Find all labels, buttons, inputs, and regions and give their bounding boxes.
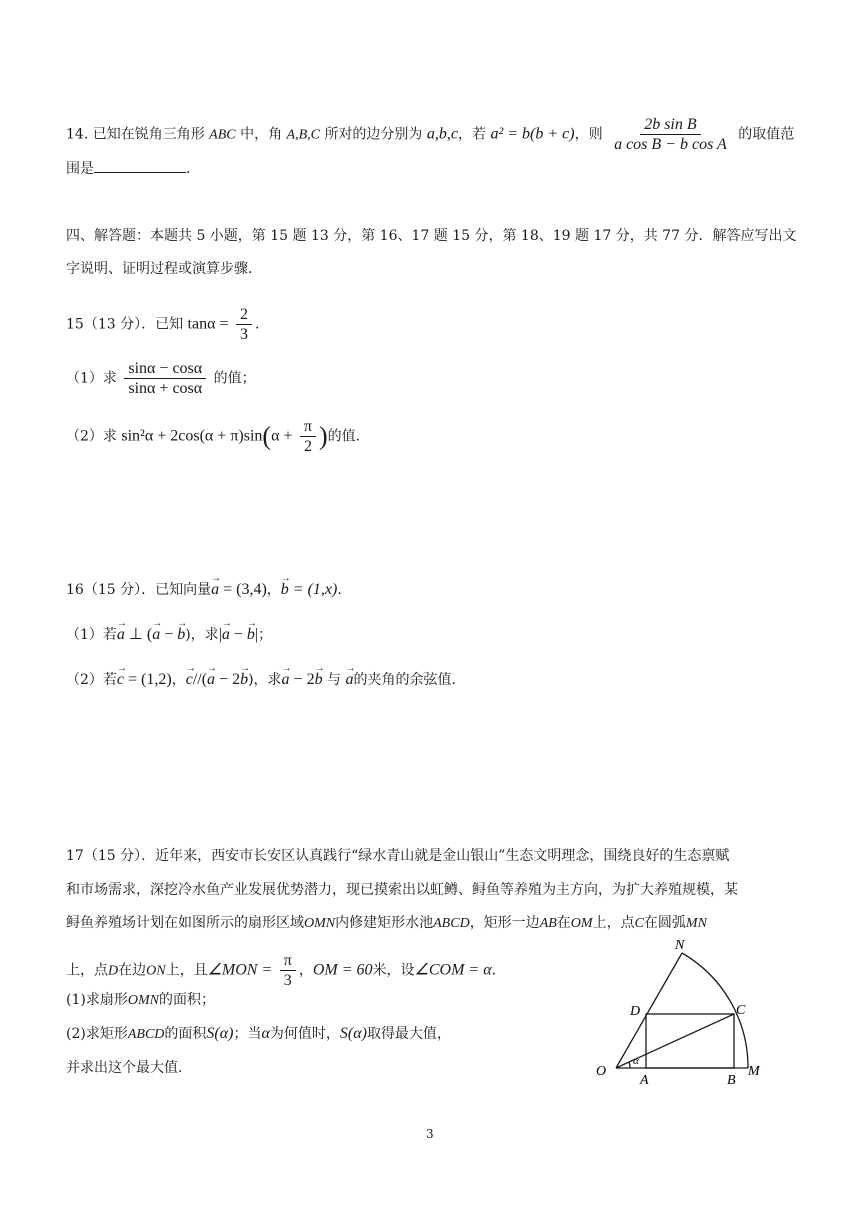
q14-line2 (66, 158, 190, 179)
q14-condition: a² = b(b + c) (490, 125, 575, 143)
angle-alpha-arc (629, 1062, 630, 1068)
q17-part2 (66, 1024, 451, 1045)
q16-minus: − (160, 626, 178, 643)
label-b: B (727, 1073, 736, 1088)
q16-minus: − (229, 626, 247, 643)
q17-text: 上，且 (165, 962, 208, 979)
q16-head-text: 16（15 分）．已知向量 (66, 582, 212, 598)
q15-part1 (66, 360, 256, 397)
q14-line2-end: . (186, 161, 191, 177)
q17-text: ， (298, 962, 313, 979)
vector-b: → b (281, 580, 289, 600)
page-number: 3 (426, 1127, 434, 1141)
q16-head (66, 580, 342, 600)
q15-part2-label: （2）求 (66, 428, 117, 445)
vector-a: → a (211, 580, 219, 600)
vector-a: → a (152, 625, 160, 645)
q17-text: . (491, 962, 497, 979)
q14-prefix: 14. 已知在锐角三角形 (66, 126, 205, 143)
label-c: C (736, 1003, 746, 1018)
q15-head-text: 15（13 分）．已知 (66, 316, 184, 333)
sector-figure (590, 935, 780, 1090)
q17-text: 上，点 (66, 962, 108, 979)
q16-c-value: = (1,2) (124, 671, 172, 688)
q15-part2 (66, 418, 360, 455)
q17-text: 取得最大值， (366, 1026, 451, 1042)
q15-head (66, 306, 259, 343)
q17-angle-mon: ∠MON = (207, 961, 273, 979)
q16-part1 (66, 625, 272, 645)
q17-text: 在圆弧 (643, 915, 686, 931)
q16-b-value: = (1,x) (288, 581, 338, 598)
q16-part2-label: （2）若 (66, 672, 117, 688)
q15-part2-alpha: α + (271, 427, 293, 445)
q17-part3: 并求出这个最大值. (66, 1060, 183, 1076)
q17-line2: 和市场需求，深挖冷水鱼产业发展优势潜力，现已摸索出以虹鳟、鲟鱼等养殖为主方向，为扩大养殖规模，某 (66, 882, 738, 898)
q14-suffix: 的取值范 (738, 126, 795, 143)
vector-b: → b (240, 670, 248, 690)
vector-b: → b (315, 670, 323, 690)
q17-text: 在 (556, 915, 571, 931)
q14-line1 (66, 116, 794, 153)
q17-point-c: C (634, 916, 644, 931)
q15-part1-numerator: sinα − cosα (124, 360, 206, 379)
q17-angle-com: ∠COM = α (414, 961, 492, 979)
q17-text: ，矩形一边 (469, 915, 540, 931)
segment-on (616, 953, 682, 1068)
q14-line2-text: 围是 (66, 161, 94, 177)
vector-a: → a (345, 670, 353, 690)
q14-fraction-denominator: a cos B − b cos A (614, 136, 727, 153)
q17-line4 (66, 952, 496, 989)
q16-parallel: //( (192, 671, 208, 688)
vector-c: → c (186, 670, 193, 690)
rectangle-abcd (646, 1014, 734, 1068)
q14-fraction (610, 116, 731, 153)
q16-minus-2b: − 2 (289, 671, 315, 688)
q17-point-d: D (108, 963, 119, 979)
q14-triangle: ABC (209, 127, 236, 143)
q14-text: 中，角 (240, 126, 283, 143)
q16-minus-2b: − 2 (215, 671, 241, 688)
q17-part1 (66, 990, 215, 1011)
vector-c: → c (117, 670, 124, 690)
q16-separator: ， (266, 582, 281, 598)
q14-fraction-numerator: 2b sin B (640, 116, 700, 135)
section4-heading-line2: 字说明、证明过程或演算步骤． (66, 261, 262, 277)
q15-part2-paren-close: ) (319, 421, 328, 451)
q15-part2-fraction (300, 418, 316, 455)
q17-angle-fraction (280, 952, 296, 989)
q17-om: OM (570, 916, 593, 931)
q17-abcd: ABCD (433, 916, 470, 931)
vector-a: → a (207, 670, 215, 690)
q16-with: 与 (322, 672, 346, 688)
q16-part1-end: ； (258, 627, 273, 643)
label-n: N (675, 938, 685, 953)
q17-omn: OMN (127, 993, 159, 1008)
q16-part1-label: （1）若 (66, 627, 117, 643)
label-m: M (748, 1064, 760, 1079)
q15-tan-numerator: 2 (236, 306, 252, 325)
q17-text: 米，设 (372, 962, 415, 979)
q16-abs-open: | (218, 626, 222, 643)
q15-part1-denominator: sinα + cosα (128, 380, 203, 397)
q17-line1: 17（15 分）．近年来，西安市长安区认真践行“绿水青山就是金山银山”生态文明理念，围绕良好的生态禀赋 (66, 848, 730, 864)
q17-ab: AB (539, 916, 557, 931)
q16-part2-close: )，求 (248, 672, 282, 688)
q17-line3 (66, 913, 707, 934)
q16-abs-close: | (254, 626, 259, 643)
q17-text: 的面积； (158, 992, 215, 1008)
q16-head-end: . (337, 582, 342, 598)
q15-part1-fraction (124, 360, 206, 397)
q15-part2-paren-open: ( (262, 421, 272, 451)
q17-text: 上，点 (592, 915, 635, 931)
q14-angles: A,B,C (286, 127, 320, 143)
q14-text: ，若 (458, 126, 486, 143)
q15-head-end: . (254, 316, 260, 333)
q17-om-length: OM = 60 (312, 961, 373, 979)
label-alpha: α (633, 1055, 639, 1067)
q16-part1-close: )，求 (185, 627, 219, 643)
vector-a: → a (222, 625, 230, 645)
q17-text: 鲟鱼养殖场计划在如图所示的扇形区域 (66, 915, 304, 931)
q14-text: ，则 (574, 126, 603, 143)
q16-part2 (66, 670, 456, 690)
q17-text: (1)求扇形 (66, 992, 128, 1008)
q17-text: 为何值时， (269, 1026, 340, 1042)
q15-tan-fraction (236, 306, 252, 343)
q15-part2-denominator: 2 (303, 438, 312, 455)
q17-s-alpha: S(α) (206, 1025, 234, 1042)
q16-separator: ， (171, 672, 186, 688)
q15-part2-suffix: 的值. (327, 428, 361, 445)
q17-omn: OMN (304, 916, 336, 931)
vector-a: → a (282, 670, 290, 690)
vector-a: → a (117, 625, 125, 645)
q15-part2-expression: sin²α + 2cos(α + π)sin (121, 427, 263, 445)
q15-tan-denominator: 3 (239, 326, 248, 343)
q17-text: 内修建矩形水池 (335, 915, 434, 931)
q15-part1-label: （1）求 (66, 370, 117, 387)
answer-blank (94, 158, 186, 173)
vector-b: → b (177, 625, 185, 645)
q14-text: 所对的边分别为 (324, 126, 423, 143)
q17-mn: MN (685, 916, 707, 931)
q17-abcd: ABCD (127, 1027, 165, 1042)
q15-tan: tanα = (187, 315, 229, 333)
q17-angle-numerator: π (280, 952, 296, 971)
q15-part2-numerator: π (300, 418, 316, 437)
vector-b: → b (247, 625, 255, 645)
q17-text: 的面积 (164, 1026, 207, 1042)
q16-perp: ⊥ ( (124, 626, 153, 643)
q17-text: ；当 (233, 1026, 262, 1042)
q16-part2-suffix: 的夹角的余弦值. (353, 672, 456, 688)
q15-part1-suffix: 的值； (213, 370, 256, 387)
section4-heading-line1: 四、解答题：本题共 5 小题，第 15 题 13 分，第 16、17 题 15 分，第 18、19 题 17 分，共 77 分．解答应写出文 (66, 228, 797, 244)
label-a: A (640, 1073, 649, 1088)
q16-a-value: = (3,4) (219, 581, 267, 598)
q17-text: (2)求矩形 (66, 1026, 128, 1042)
q14-sides: a,b,c (426, 125, 458, 143)
q17-text: 在边 (118, 962, 147, 979)
label-o: O (596, 1064, 607, 1079)
q17-angle-denominator: 3 (283, 972, 292, 989)
q17-s-alpha: S(α) (339, 1025, 367, 1042)
q17-alpha: α (261, 1025, 270, 1042)
q17-on: ON (146, 963, 166, 979)
label-d: D (630, 1004, 641, 1019)
